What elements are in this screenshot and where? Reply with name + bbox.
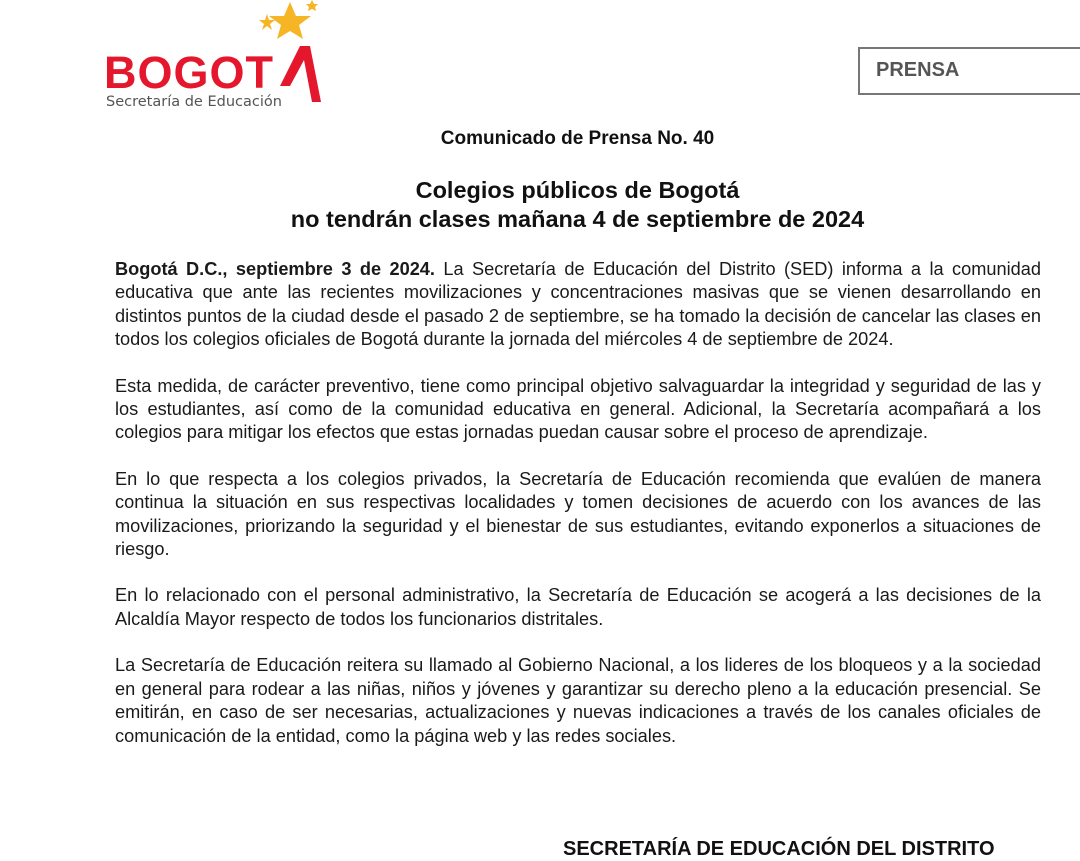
communique-number: Comunicado de Prensa No. 40 [440, 128, 715, 149]
paragraph-5: La Secretaría de Educación reitera su llamado al Gobierno Nacional, a los lideres de los bloqueos y a la sociedad en general para rodear a las niñas, niños y jóvenes y garantizar su derecho pleno a la educación presencial. Se emitirán, en caso de ser necesarias, actualizaciones y nuevas indicaciones a través de los canales oficiales de comunicación de la entidad, como la página web y las redes sociales. [115, 655, 1041, 746]
paragraph-2: Esta medida, de carácter preventivo, tiene como principal objetivo salvaguardar la integridad y seguridad de las y los estudiantes, así como de la comunidad educativa en general. Adicional, la Secretaría acompañará a los colegios para mitigar los efectos que estas jornadas puedan causar sobre el proceso de aprendizaje. [115, 375, 1041, 443]
prensa-section-box [858, 47, 1080, 95]
page-title [0, 176, 1080, 234]
signature: SECRETARÍA DE EDUCACIÓN DEL DISTRITO [563, 838, 995, 860]
title-line-2: no tendrán clases mañana 4 de septiembre de 2024 [290, 206, 865, 232]
bogota-logo [104, 0, 334, 115]
dateline: Bogotá D.C., septiembre 3 de 2024. [115, 259, 435, 279]
paragraph-1 [115, 258, 1041, 352]
paragraph-1-text: La Secretaría de Educación del Distrito (SED) informa a la comunidad educativa que ante las recientes movilizaciones y concentraciones masivas que se vienen desarrollando en distintos puntos de la ciudad desde el pasado 2 de septiembre, se ha tomado la decisión de cancelar las clases en todos los colegios oficiales de Bogotá durante la jornada del miércoles 4 de septiembre de 2024. [115, 259, 1041, 350]
press-release-body [115, 258, 1041, 771]
prensa-label: PRENSA [876, 59, 960, 81]
paragraph-3: En lo que respecta a los colegios privados, la Secretaría de Educación recomienda que evalúen de manera continua la situación en sus respectivas localidades y tomen decisiones de acuerdo con los avances de las movilizaciones, priorizando la seguridad y el bienestar de sus estudiantes, evitando exponerlos a situaciones de riesgo. [115, 468, 1041, 560]
logo-subtitle: Secretaría de Educación [106, 94, 282, 110]
title-line-1: Colegios públicos de Bogotá [415, 177, 740, 203]
logo-wordmark: BOGOT [104, 47, 274, 98]
paragraph-4: En lo relacionado con el personal administrativo, la Secretaría de Educación se acogerá a las decisiones de la Alcaldía Mayor respecto de todos los funcionarios distritales. [115, 585, 1041, 629]
